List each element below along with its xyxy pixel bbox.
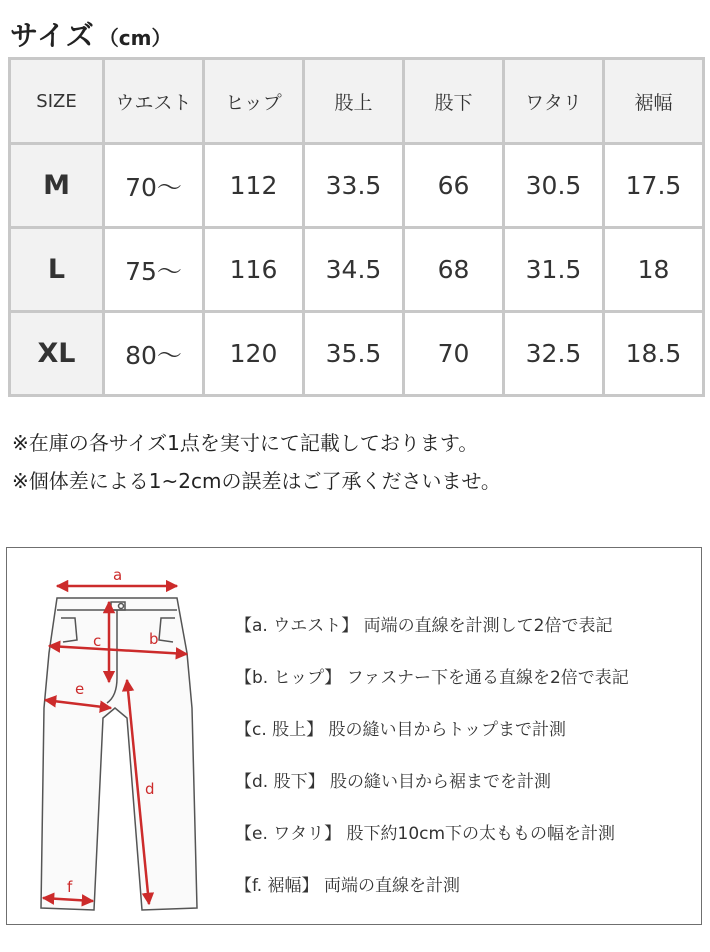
table-cell: 75～ [104,228,204,312]
size-label: M [10,144,104,228]
title-text: サイズ [10,19,95,52]
measurement-legend [235,600,629,912]
legend-item-rise: 【c. 股上】 股の縫い目からトップまで計測 [235,720,567,740]
header-cell-hip: ヒップ [204,59,304,144]
table-row [10,228,704,312]
table-cell: 17.5 [604,144,704,228]
legend-item-inseam: 【d. 股下】 股の縫い目から裾までを計測 [235,772,552,792]
header-cell-inseam: 股下 [404,59,504,144]
table-cell: 18 [604,228,704,312]
table-cell: 68 [404,228,504,312]
table-cell: 31.5 [504,228,604,312]
marker-b: b [149,630,159,648]
header-cell-waist: ウエスト [104,59,204,144]
table-cell: 116 [204,228,304,312]
marker-e: e [75,680,85,698]
size-label: L [10,228,104,312]
header-cell-thigh: ワタリ [504,59,604,144]
table-cell: 66 [404,144,504,228]
legend-item-waist: 【a. ウエスト】 両端の直線を計測して2倍で表記 [235,616,613,636]
title-unit: （cm） [98,26,172,50]
size-label: XL [10,312,104,396]
table-cell: 70～ [104,144,204,228]
table-row [10,144,704,228]
table-cell: 30.5 [504,144,604,228]
marker-c: c [93,632,102,650]
header-cell-size: SIZE [10,59,104,144]
table-cell: 70 [404,312,504,396]
header-cell-hem: 裾幅 [604,59,704,144]
measurement-guide [6,547,702,925]
legend-item-thigh: 【e. ワタリ】 股下約10cm下の太ももの幅を計測 [235,824,616,844]
marker-f: f [67,878,73,896]
note-line: ※個体差による1~2cmの誤差はご了承くださいませ。 [12,469,501,493]
table-cell: 32.5 [504,312,604,396]
legend-item-hem: 【f. 裾幅】 両端の直線を計測 [235,876,460,896]
table-cell: 35.5 [304,312,404,396]
marker-d: d [145,780,155,798]
notes [12,424,501,500]
header-cell-rise: 股上 [304,59,404,144]
table-cell: 120 [204,312,304,396]
size-table [8,57,705,397]
pants-outline [41,598,197,910]
table-row [10,312,704,396]
legend-item-hip: 【b. ヒップ】 ファスナー下を通る直線を2倍で表記 [235,668,629,688]
pants-diagram [27,558,227,918]
marker-a: a [113,566,123,584]
table-header-row [10,59,704,144]
note-line: ※在庫の各サイズ1点を実寸にて記載しております。 [12,431,479,455]
table-cell: 34.5 [304,228,404,312]
table-cell: 18.5 [604,312,704,396]
table-cell: 112 [204,144,304,228]
section-title [10,14,171,54]
table-cell: 33.5 [304,144,404,228]
table-cell: 80～ [104,312,204,396]
